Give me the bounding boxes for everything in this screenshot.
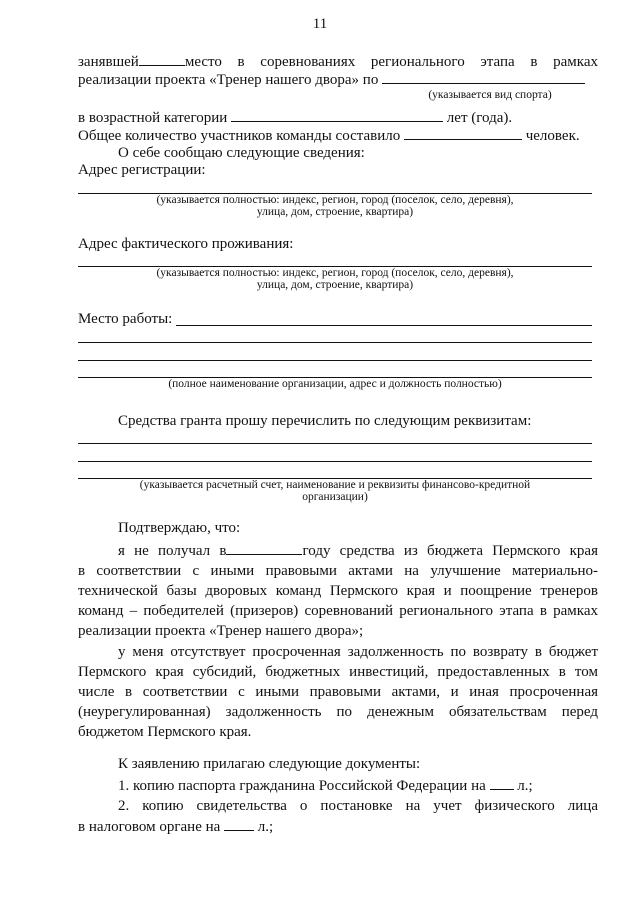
requisites-field-1[interactable] — [78, 443, 592, 444]
participants-line: Общее количество участников команды составило человек. — [78, 128, 580, 144]
about-self-heading: О себе сообщаю следующие сведения: — [118, 145, 365, 161]
attachment-2-line-2: в налоговом органе на л.; — [78, 819, 274, 835]
confirm-p2-line-3: числе в соответствии с иными правовыми актами, и иная просроченная — [78, 684, 598, 700]
page-number: 11 — [312, 16, 328, 32]
grant-requisites-label: Средства гранта прошу перечислить по следующим реквизитам: — [118, 413, 532, 429]
workplace-field-3[interactable] — [78, 360, 592, 361]
actual-address-label: Адрес фактического проживания: — [78, 236, 294, 252]
age-category-line: в возрастной категории лет (года). — [78, 110, 513, 126]
workplace-caption: (полное наименование организации, адрес и должность полностью) — [168, 378, 502, 390]
confirm-heading: Подтверждаю, что: — [118, 520, 241, 536]
workplace-field-2[interactable] — [78, 342, 592, 343]
tax-pages-blank[interactable] — [224, 817, 254, 831]
requisites-caption-2: организации) — [302, 491, 368, 503]
sport-blank[interactable] — [382, 70, 585, 84]
participants-blank[interactable] — [404, 126, 522, 140]
confirm-p1-line-1: я не получал в году средства из бюджета Пермского края — [118, 543, 598, 559]
registration-address-label: Адрес регистрации: — [78, 162, 206, 178]
workplace-label: Место работы: — [78, 311, 173, 327]
attachment-1: 1. копию паспорта гражданина Российской Федерации на л.; — [118, 778, 533, 794]
confirm-p1-line-2: в соответствии с иными правовыми актами на улучшение материально- — [78, 563, 598, 579]
confirm-p2-line-1: у меня отсутствует просроченная задолженность по возврату в бюджет — [118, 644, 598, 660]
requisites-field-2[interactable] — [78, 461, 592, 462]
place-blank[interactable] — [139, 52, 185, 66]
passport-pages-blank[interactable] — [490, 776, 514, 790]
confirm-p1-line-4: команд – победителей (призеров) соревнований регионального этапа в рамках — [78, 603, 598, 619]
confirm-p2-line-5: бюджетом Пермского края. — [78, 724, 252, 740]
actual-caption-2: улица, дом, строение, квартира) — [256, 279, 414, 291]
workplace-field-1[interactable] — [176, 325, 592, 326]
attachment-2-line-1: 2. копию свидетельства о постановке на учет физического лица — [118, 798, 598, 814]
registration-caption-2: улица, дом, строение, квартира) — [256, 206, 414, 218]
confirm-p1-line-3: технической базы дворовых команд Пермского края и поощрение тренеров — [78, 583, 598, 599]
year-blank[interactable] — [226, 541, 302, 555]
requisites-caption-1: (указывается расчетный счет, наименование и реквизиты финансово-кредитной — [139, 479, 531, 491]
place-line: занявшей место в соревнованиях регионального этапа в рамках — [78, 54, 598, 70]
sport-caption: (указывается вид спорта) — [428, 89, 552, 101]
registration-caption-1: (указывается полностью: индекс, регион, город (поселок, село, деревня), — [156, 194, 514, 206]
age-blank[interactable] — [231, 108, 443, 122]
sport-line: реализации проекта «Тренер нашего двора» по — [78, 70, 585, 89]
confirm-p2-line-2: Пермского края субсидий, бюджетных инвестиций, предоставленных в том — [78, 664, 598, 680]
actual-caption-1: (указывается полностью: индекс, регион, город (поселок, село, деревня), — [156, 267, 514, 279]
confirm-p1-line-5: реализации проекта «Тренер нашего двора»; — [78, 623, 364, 639]
confirm-p2-line-4: (неурегулированная) задолженность по денежным обязательствам перед — [78, 704, 598, 720]
attachments-heading: К заявлению прилагаю следующие документы: — [118, 756, 421, 772]
